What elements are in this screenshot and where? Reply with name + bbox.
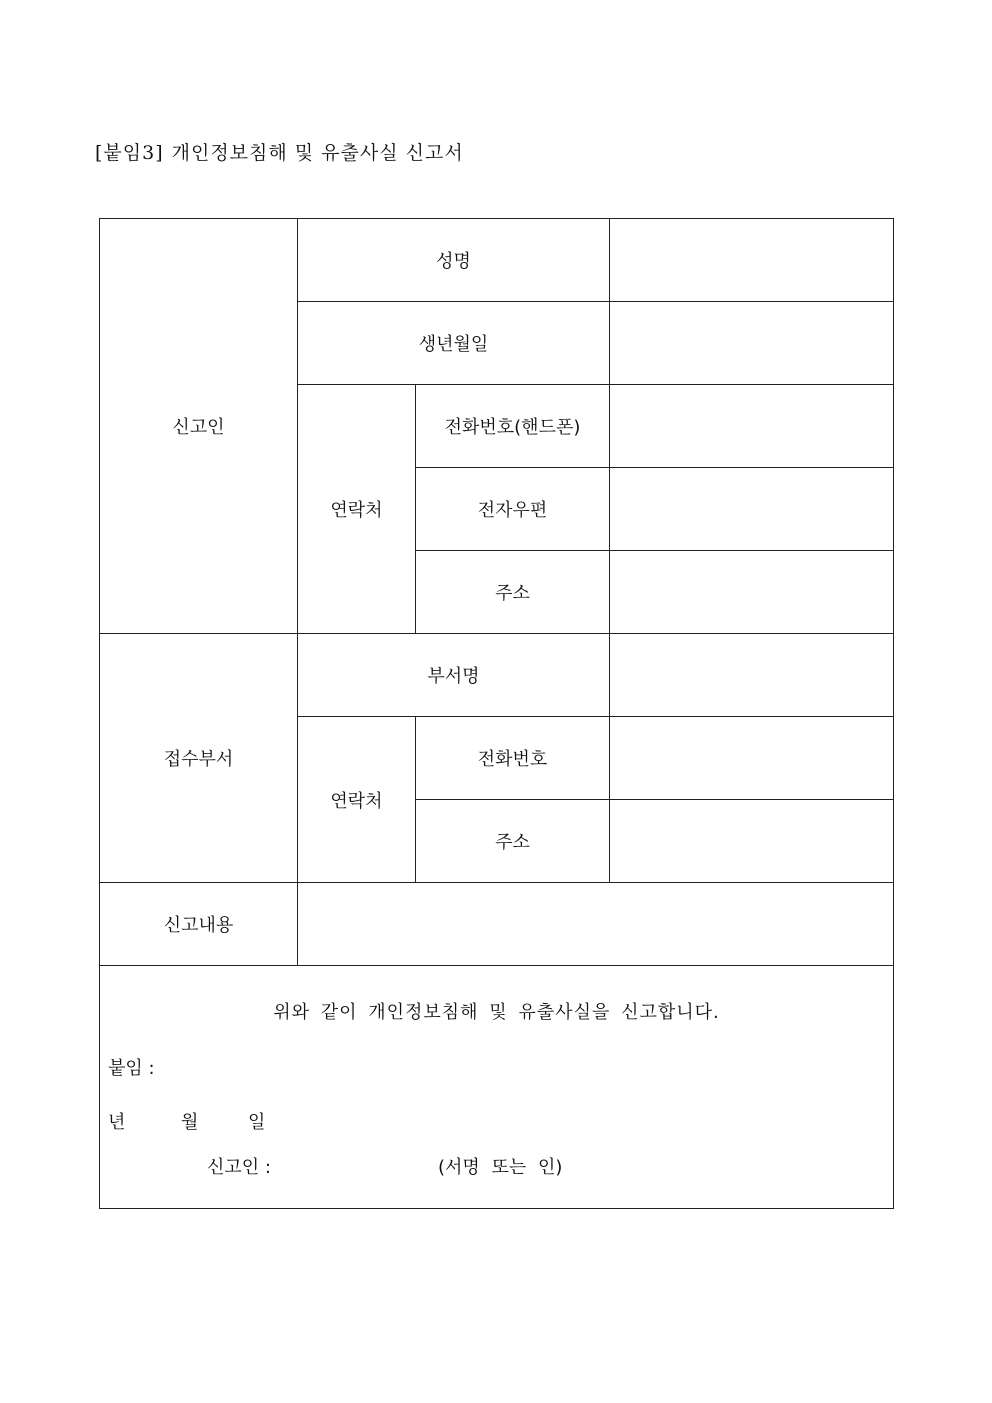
dept-section-label: 접수부서: [100, 634, 298, 883]
content-field[interactable]: [298, 883, 894, 966]
email-field[interactable]: [610, 468, 894, 551]
title-text: 개인정보침해 및 유출사실 신고서: [171, 142, 464, 164]
phone-field[interactable]: [610, 385, 894, 468]
date-line: [108, 1108, 265, 1134]
phone-label: 전화번호(핸드폰): [416, 385, 610, 468]
dept-phone-field[interactable]: [610, 717, 894, 800]
address-label: 주소: [416, 551, 610, 634]
birth-label: 생년월일: [298, 302, 610, 385]
name-field[interactable]: [610, 219, 894, 302]
dept-phone-label: 전화번호: [416, 717, 610, 800]
attachment-line: 붙임 :: [108, 1058, 155, 1079]
reporter-line: 신고인 :: [207, 1157, 271, 1178]
declaration-cell: [100, 966, 894, 1209]
reporter-section-label: 신고인: [100, 219, 298, 634]
contact-label: 연락처: [298, 385, 416, 634]
dept-contact-label: 연락처: [298, 717, 416, 883]
attachment-number: [붙임3]: [95, 142, 164, 164]
dept-name-label: 부서명: [298, 634, 610, 717]
address-field[interactable]: [610, 551, 894, 634]
signature-note: (서명 또는 인): [438, 1157, 563, 1178]
dept-name-field[interactable]: [610, 634, 894, 717]
email-label: 전자우편: [416, 468, 610, 551]
month-label: 월: [181, 1112, 199, 1133]
day-label: 일: [248, 1112, 266, 1133]
document-title: [95, 138, 464, 165]
report-form-table: [99, 218, 894, 1209]
dept-address-field[interactable]: [610, 800, 894, 883]
declaration-text: 위와 같이 개인정보침해 및 유출사실을 신고합니다.: [273, 1002, 720, 1023]
year-label: 년: [108, 1112, 126, 1133]
content-label: 신고내용: [100, 883, 298, 966]
birth-field[interactable]: [610, 302, 894, 385]
name-label: 성명: [298, 219, 610, 302]
dept-address-label: 주소: [416, 800, 610, 883]
